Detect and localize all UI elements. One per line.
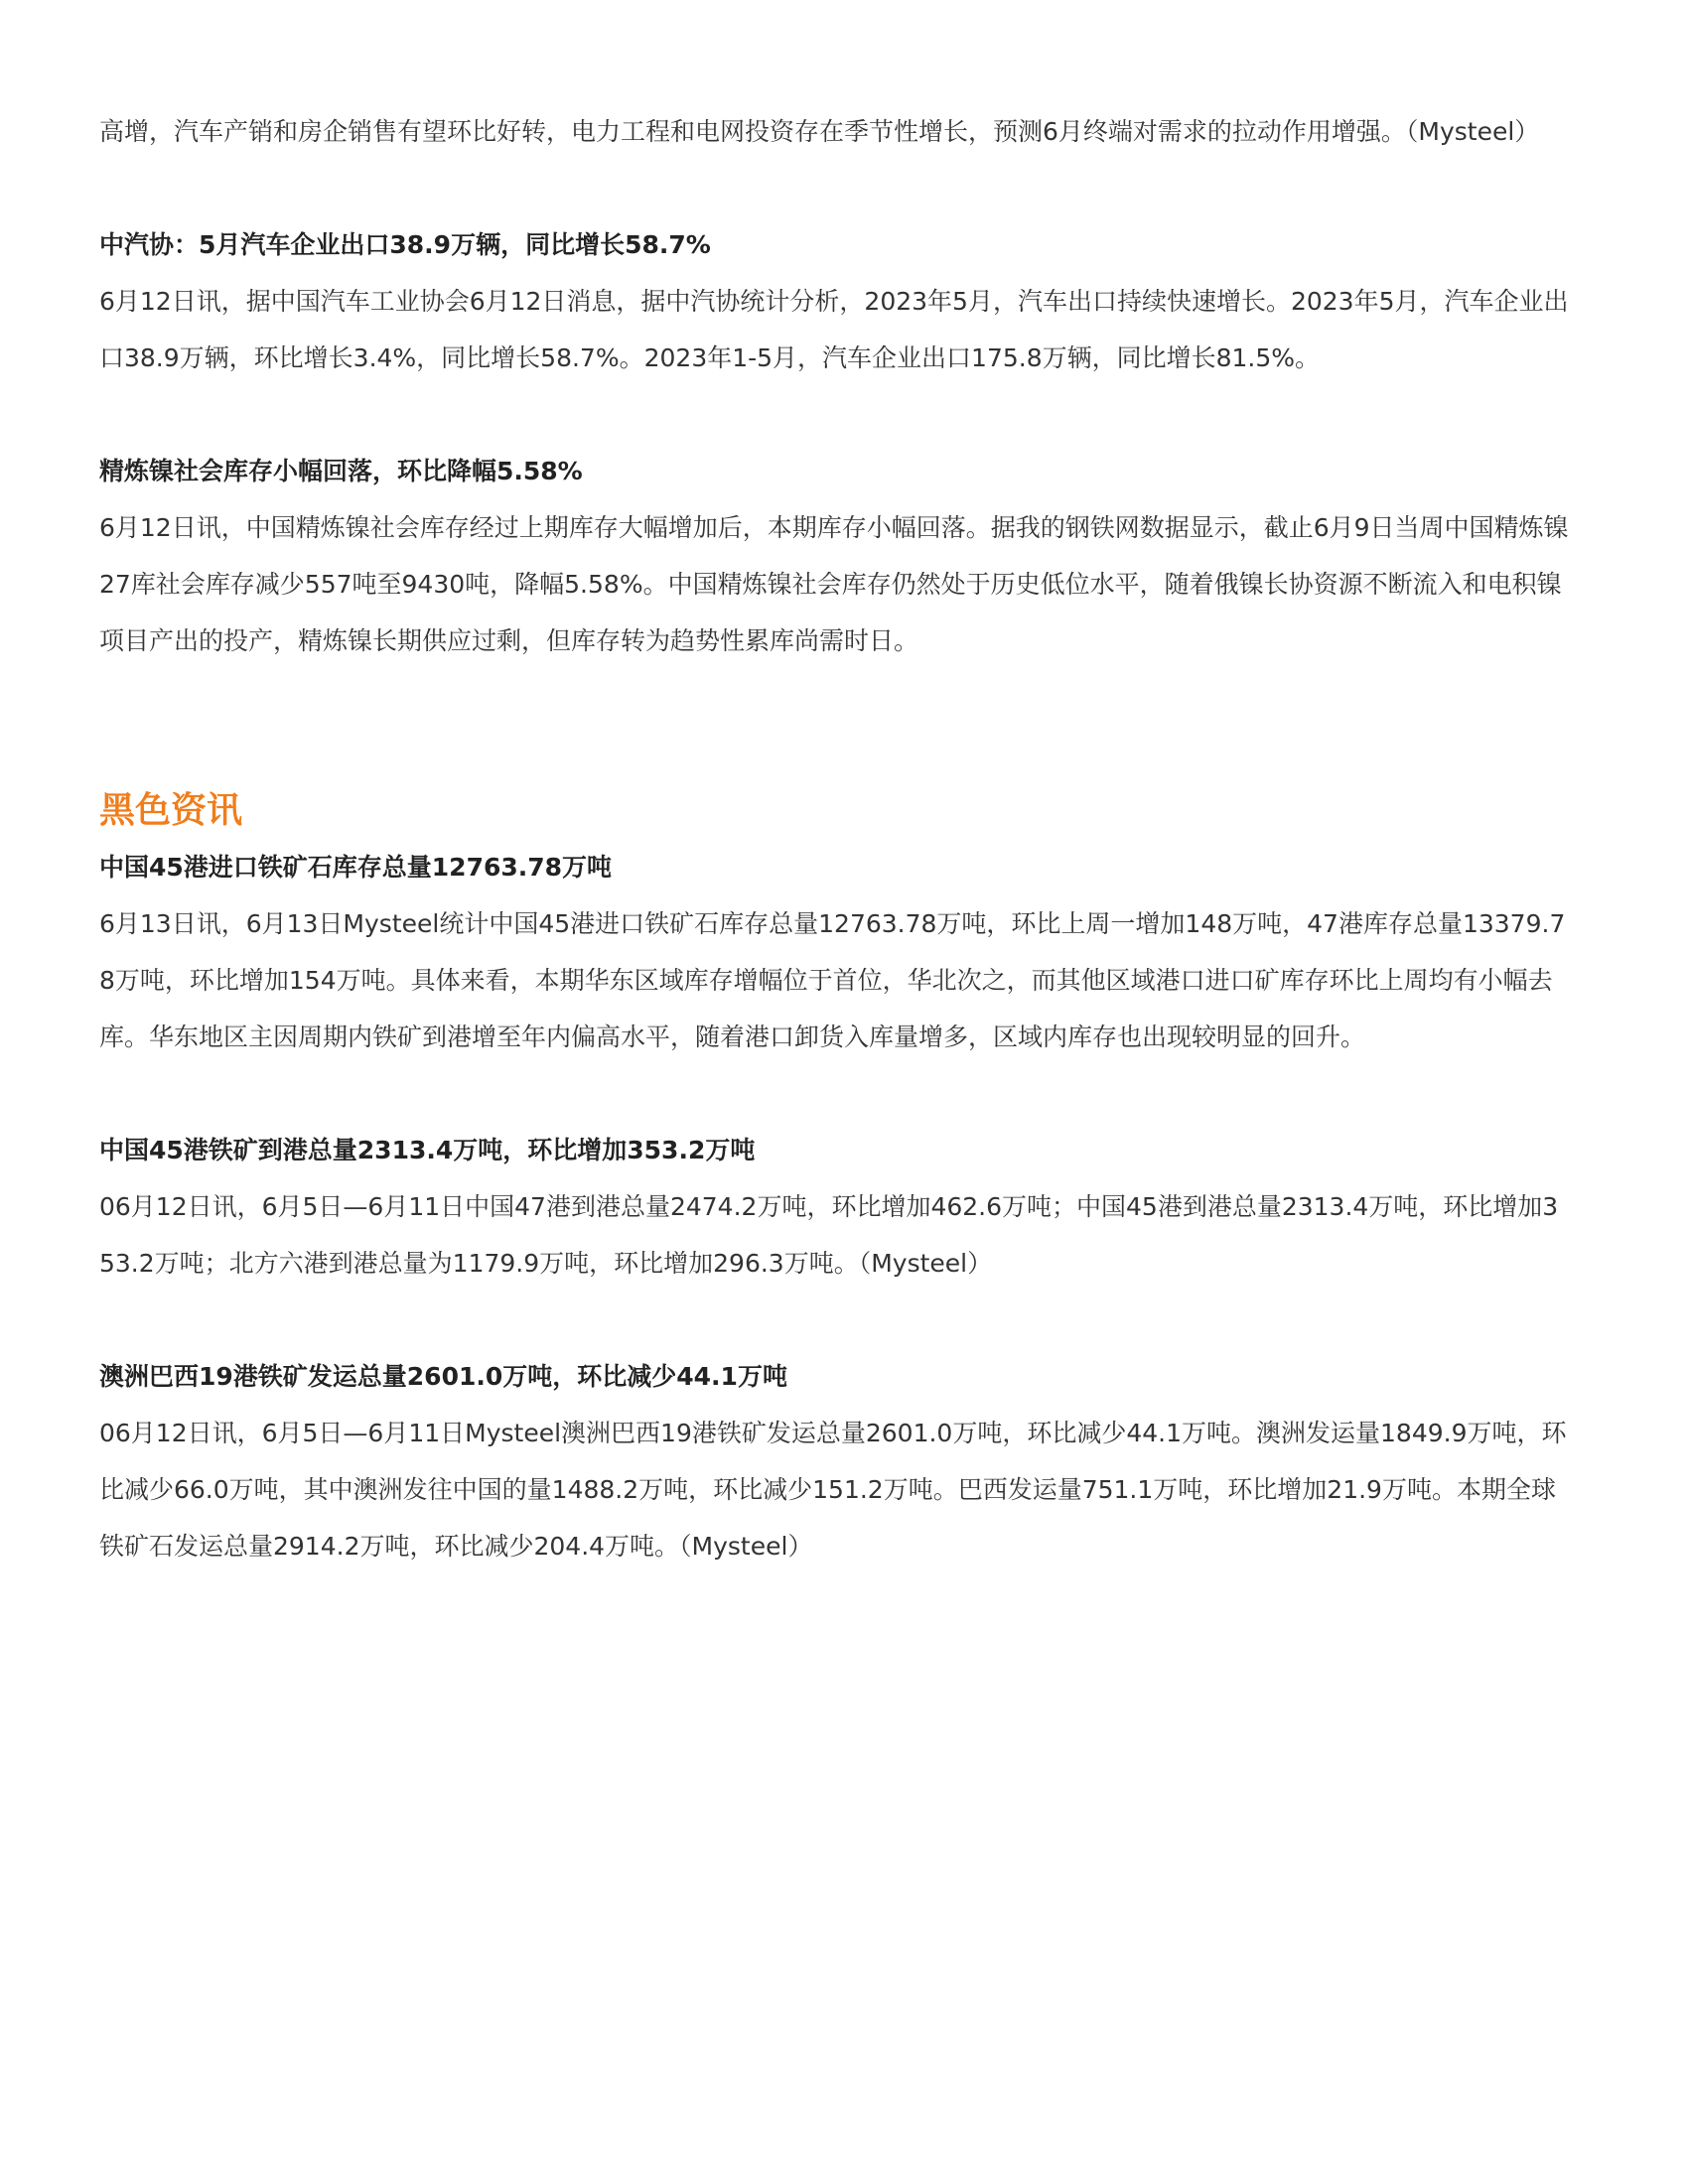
spacer xyxy=(99,1065,1574,1122)
news-title: 中汽协：5月汽车企业出口38.9万辆，同比增长58.7% xyxy=(99,230,711,259)
news-title: 中国45港进口铁矿石库存总量12763.78万吨 xyxy=(99,853,613,882)
news-body: 6月12日讯，据中国汽车工业协会6月12日消息，据中汽协统计分析，2023年5月，汽车出口持续快速增长。2023年5月，汽车企业出口38.9万辆，环比增长3.4%，同比增长58.7%。2023年1-5月，汽车企业出口175.8万辆，同比增长81.5%。 xyxy=(99,287,1569,372)
spacer xyxy=(99,386,1574,443)
news-item-port-inventory xyxy=(99,839,1574,1065)
document-page xyxy=(99,103,1574,1574)
spacer xyxy=(99,1292,1574,1348)
news-body: 6月13日讯，6月13日Mysteel统计中国45港进口铁矿石库存总量12763.78万吨，环比上周一增加148万吨，47港库存总量13379.78万吨，环比增加154万吨。具体来看，本期华东区域库存增幅位于首位，华北次之，而其他区域港口进口矿库存环比上周均有小幅去库。华东地区主因周期内铁矿到港增至年内偏高水平，随着港口卸货入库量增多，区域内库存也出现较明显的回升。 xyxy=(99,909,1566,1051)
news-title: 澳洲巴西19港铁矿发运总量2601.0万吨，环比减少44.1万吨 xyxy=(99,1362,787,1391)
news-title: 中国45港铁矿到港总量2313.4万吨，环比增加353.2万吨 xyxy=(99,1136,756,1164)
section-title-black-news: 黑色资讯 xyxy=(99,790,243,831)
intro-paragraph: 高增，汽车产销和房企销售有望环比好转，电力工程和电网投资存在季节性增长，预测6月终端对需求的拉动作用增强。（Mysteel） xyxy=(99,117,1540,146)
spacer xyxy=(99,160,1574,216)
news-title: 精炼镍社会库存小幅回落，环比降幅5.58% xyxy=(99,457,583,485)
spacer xyxy=(99,669,1574,726)
spacer xyxy=(99,726,1574,782)
news-body: 06月12日讯，6月5日—6月11日中国47港到港总量2474.2万吨，环比增加462.6万吨；中国45港到港总量2313.4万吨，环比增加353.2万吨；北方六港到港总量为1179.9万吨，环比增加296.3万吨。（Mysteel） xyxy=(99,1192,1559,1278)
news-body: 06月12日讯，6月5日—6月11日Mysteel澳洲巴西19港铁矿发运总量2601.0万吨，环比减少44.1万吨。澳洲发运量1849.9万吨，环比减少66.0万吨，其中澳洲发往中国的量1488.2万吨，环比减少151.2万吨。巴西发运量751.1万吨，环比增加21.9万吨。本期全球铁矿石发运总量2914.2万吨，环比减少204.4万吨。（Mysteel） xyxy=(99,1419,1567,1561)
news-body: 6月12日讯，中国精炼镍社会库存经过上期库存大幅增加后，本期库存小幅回落。据我的钢铁网数据显示，截止6月9日当周中国精炼镍27库社会库存减少557吨至9430吨，降幅5.58%。中国精炼镍社会库存仍然处于历史低位水平，随着俄镍长协资源不断流入和电积镍项目产出的投产，精炼镍长期供应过剩，但库存转为趋势性累库尚需时日。 xyxy=(99,513,1569,655)
news-item-nickel-inventory xyxy=(99,443,1574,669)
news-item-port-arrivals xyxy=(99,1122,1574,1292)
news-item-ore-shipments xyxy=(99,1348,1574,1574)
news-item-auto-export xyxy=(99,216,1574,386)
